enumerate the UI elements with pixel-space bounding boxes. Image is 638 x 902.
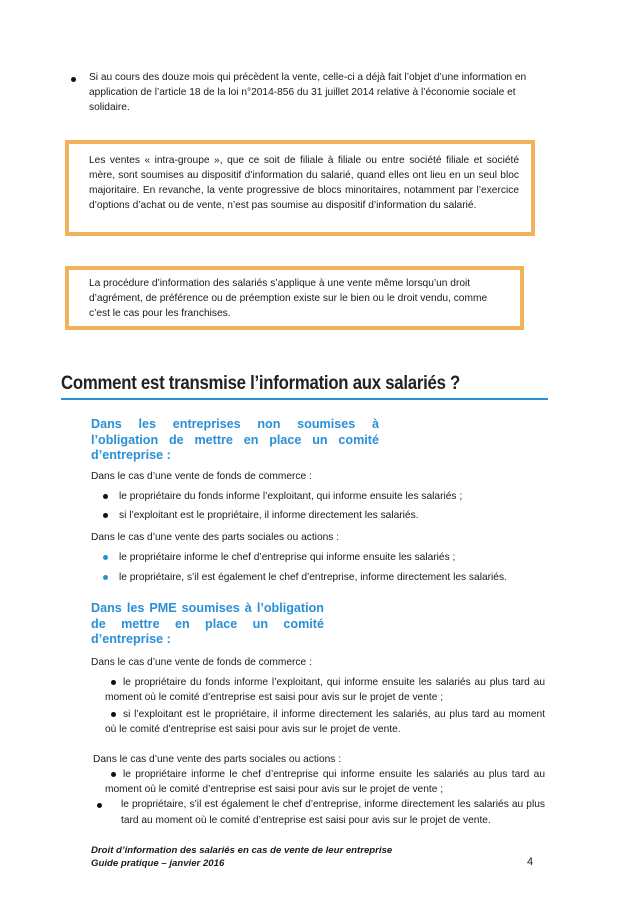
info-box-intra-group-text: Les ventes « intra-groupe », que ce soit de filiale à filiale ou entre société filiale et société mère, sont soumises au dispositif d’information du salarié, quand elles ont lieu en un seul bloc majoritaire. En revanche, la vente progressive de blocs minoritaires, notamment par l’exercice d’options d’achat ou de vente, n’est pas soumise au dispositif d’information du salarié. — [89, 155, 519, 211]
part1-fonds-item: le propriétaire du fonds informe l’exploitant, qui informe ensuite les salariés ; — [119, 491, 463, 502]
part2-title: Dans les PME soumises à l’obligation de mettre en place un comité d’entreprise : — [91, 601, 324, 646]
part2-parts-item: le propriétaire, s’il est également le chef d’entreprise, informe directement les salariés au plus tard au moment où le comité d’entreprise est saisi pour avis sur le projet de vente. — [121, 799, 545, 826]
section-title: Comment est transmise l’information aux salariés ? — [61, 372, 461, 394]
part2-fonds-item: si l’exploitant est le propriétaire, il informe directement les salariés, au plus tard au moment où le comité d’entreprise est saisi pour avis sur le projet de vente. — [105, 709, 545, 735]
bullet-icon — [103, 513, 108, 518]
part1-parts-item: le propriétaire informe le chef d’entreprise qui informe ensuite les salariés ; — [119, 552, 456, 563]
footer-subtitle: Guide pratique – janvier 2016 — [91, 858, 225, 869]
top-bullet-text: Si au cours des douze mois qui précèdent la vente, celle-ci a déjà fait l’objet d’une information en application de l’article 18 de la loi n°2014-856 du 31 juillet 2014 relative à l’économie sociale et solidaire. — [89, 72, 527, 113]
info-box-procedure-text: La procédure d’information des salariés s’applique à une vente même lorsqu’un droit d’agrément, de préférence ou de préemption existe sur le bien ou le droit vendu, comme c’est le cas pour les franchises. — [89, 278, 488, 319]
footer-title: Droit d’information des salariés en cas de vente de leur entreprise — [91, 845, 393, 856]
bullet-icon — [71, 77, 76, 82]
page-number: 4 — [527, 856, 534, 868]
section-title-underline — [61, 398, 548, 400]
part2-parts-intro: Dans le cas d’une vente des parts sociales ou actions : — [93, 754, 342, 765]
bullet-icon — [103, 575, 108, 580]
part1-parts-item: le propriétaire, s’il est également le chef d’entreprise, informe directement les salariés. — [119, 572, 507, 583]
part2-parts-item: le propriétaire informe le chef d’entreprise qui informe ensuite les salariés au plus tard au moment où le comité d’entreprise est saisi pour avis sur le projet de vente ; — [105, 769, 545, 795]
part2-fonds-item: le propriétaire du fonds informe l’exploitant, qui informe ensuite les salariés au plus tard au moment où le comité d’entreprise est saisi pour avis sur le projet de vente ; — [105, 677, 545, 703]
part1-fonds-item: si l’exploitant est le propriétaire, il informe directement les salariés. — [119, 510, 419, 521]
part1-parts-intro: Dans le cas d’une vente des parts sociales ou actions : — [91, 532, 340, 543]
part2-fonds-intro: Dans le cas d’une vente de fonds de commerce : — [91, 657, 312, 668]
part1-title: Dans les entreprises non soumises à l’obligation de mettre en place un comité d’entreprise : — [91, 417, 379, 462]
bullet-icon — [97, 803, 102, 808]
bullet-icon — [103, 494, 108, 499]
part1-fonds-intro: Dans le cas d’une vente de fonds de commerce : — [91, 471, 312, 482]
bullet-icon — [103, 555, 108, 560]
